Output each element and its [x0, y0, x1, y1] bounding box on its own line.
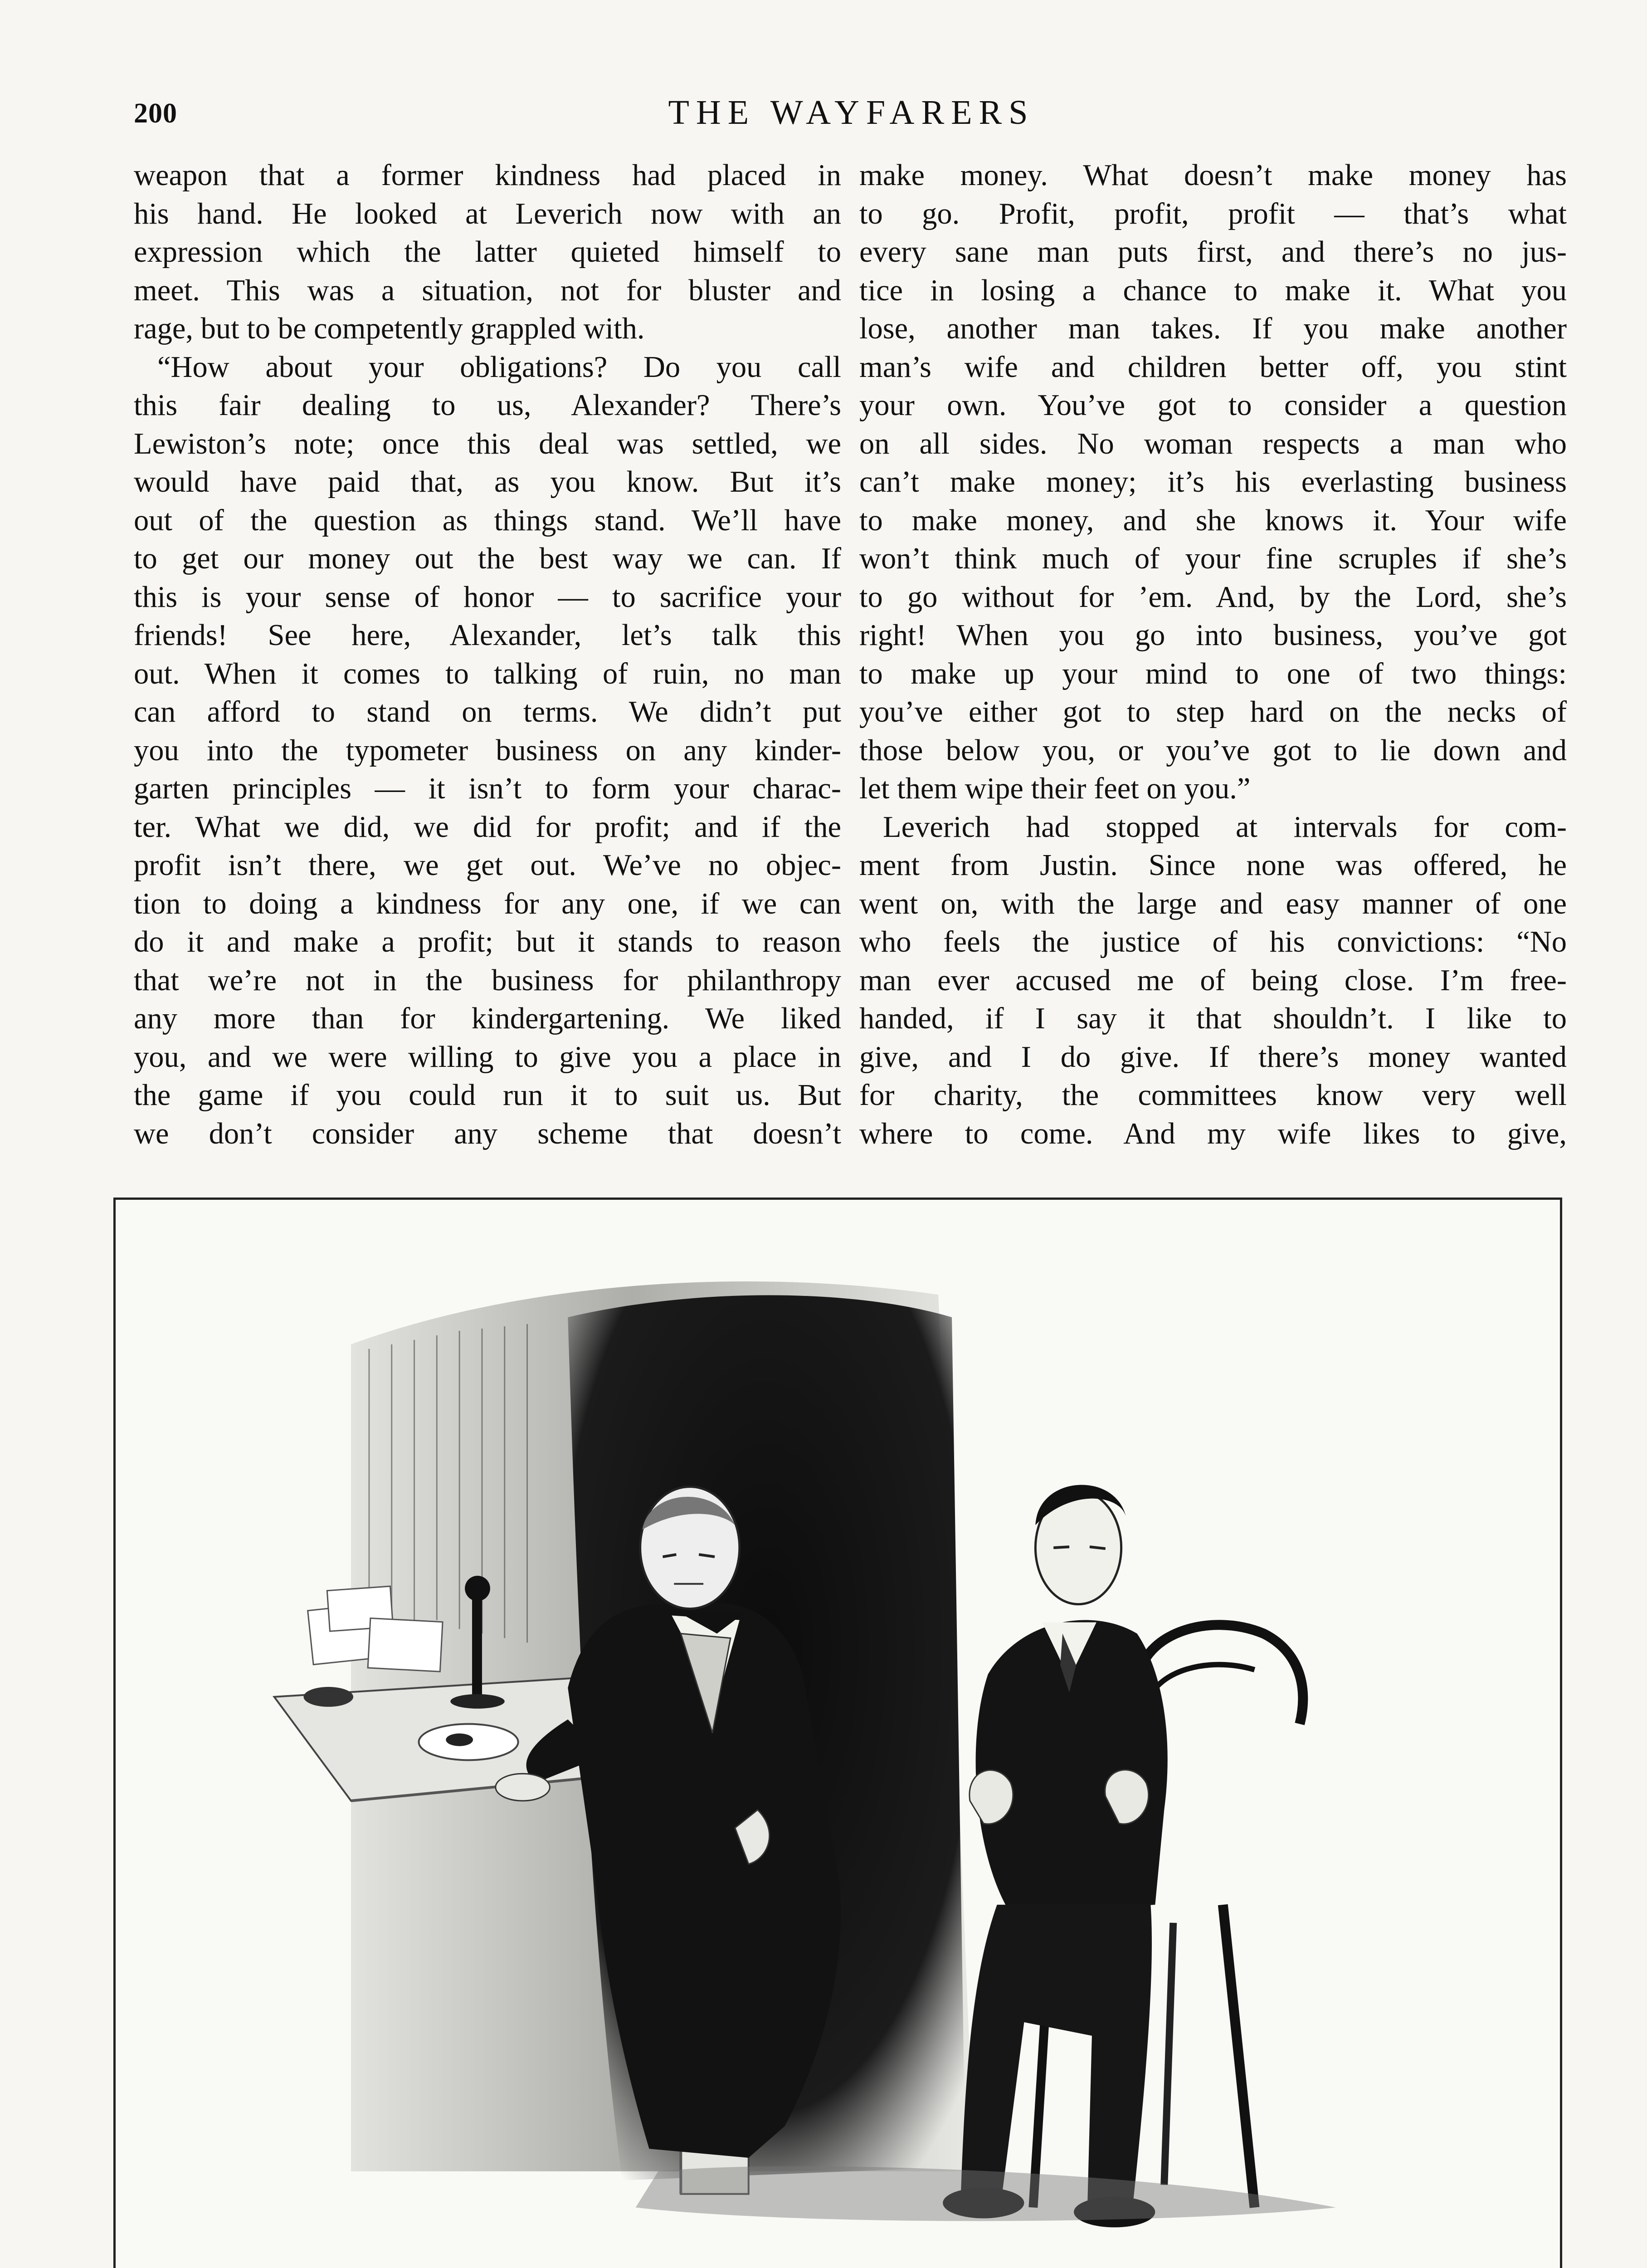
- text-line: can’t make money; it’s his everlasting business: [859, 465, 1567, 499]
- text-line: you’ve either got to step hard on the necks of: [859, 695, 1567, 728]
- text-line: to go without for ’em. And, by the Lord, she’s: [859, 580, 1567, 614]
- text-line: to make money, and she knows it. Your wife: [859, 503, 1567, 537]
- illustration-drawing: [116, 1200, 1560, 2268]
- illustration-plate: [113, 1198, 1562, 2268]
- left-text-column: [134, 156, 841, 1179]
- running-title: THE WAYFARERS: [668, 93, 1035, 132]
- text-line: for charity, the committees know very well: [859, 1079, 1567, 1112]
- text-line: won’t think much of your fine scruples if she’s: [859, 542, 1567, 575]
- text-line: expression which the latter quieted himself to: [134, 235, 841, 269]
- text-line: went on, with the large and easy manner of one: [859, 887, 1567, 920]
- text-line: who feels the justice of his convictions: “No: [859, 925, 1567, 958]
- text-line: every sane man puts first, and there’s no jus-: [859, 235, 1567, 269]
- text-line: the game if you could run it to suit us. But: [134, 1079, 841, 1112]
- text-line: do it and make a profit; but it stands to reason: [134, 925, 841, 958]
- text-line: your own. You’ve got to consider a question: [859, 389, 1567, 422]
- page-number: 200: [134, 98, 177, 129]
- text-line: those below you, or you’ve got to lie down and: [859, 733, 1567, 767]
- text-line: ment from Justin. Since none was offered, he: [859, 849, 1567, 882]
- text-line: on all sides. No woman respects a man who: [859, 427, 1567, 460]
- text-line: let them wipe their feet on you.”: [859, 772, 1251, 805]
- text-line: man’s wife and children better off, you stint: [859, 350, 1567, 384]
- text-line: man ever accused me of being close. I’m free-: [859, 963, 1567, 997]
- text-line: garten principles — it isn’t to form your charac-: [134, 772, 841, 805]
- text-line: make money. What doesn’t make money has: [859, 159, 1567, 192]
- text-line: can afford to stand on terms. We didn’t put: [134, 695, 841, 728]
- text-line: meet. This was a situation, not for bluster and: [134, 274, 841, 307]
- text-line: give, and I do give. If there’s money wanted: [859, 1040, 1567, 1074]
- text-line: to get our money out the best way we can. If: [134, 542, 841, 575]
- text-line: handed, if I say it that shouldn’t. I like to: [859, 1002, 1567, 1035]
- text-line: to make up your mind to one of two things:: [859, 657, 1567, 690]
- text-line: right! When you go into business, you’ve got: [859, 619, 1567, 652]
- text-line: any more than for kindergartening. We liked: [134, 1002, 841, 1035]
- text-line: his hand. He looked at Leverich now with an: [134, 197, 841, 230]
- text-line: tion to doing a kindness for any one, if we can: [134, 887, 841, 920]
- text-line: you into the typometer business on any kinder-: [134, 733, 841, 767]
- text-line: we don’t consider any scheme that doesn’t: [134, 1117, 841, 1150]
- running-head: [134, 93, 1569, 143]
- text-line: tice in losing a chance to make it. What you: [859, 274, 1567, 307]
- floor-shadow: [636, 2166, 1336, 2221]
- seated-younger-man: [943, 1485, 1168, 2227]
- text-line: you, and we were willing to give you a place in: [134, 1040, 841, 1074]
- text-line: out of the question as things stand. We’ll have: [134, 503, 841, 537]
- text-line: where to come. And my wife likes to give,: [859, 1117, 1567, 1150]
- text-line: Lewiston’s note; once this deal was settled, we: [134, 427, 841, 460]
- text-line: rage, but to be competently grappled with.: [134, 312, 645, 345]
- text-line: would have paid that, as you know. But it’s: [134, 465, 841, 499]
- right-text-column: [859, 156, 1567, 1179]
- text-line: this is your sense of honor — to sacrifice your: [134, 580, 841, 614]
- text-line: out. When it comes to talking of ruin, no man: [134, 657, 841, 690]
- text-line: weapon that a former kindness had placed in: [134, 159, 841, 192]
- text-line: “How about your obligations? Do you call: [157, 350, 841, 384]
- text-line: ter. What we did, we did for profit; and if the: [134, 810, 841, 844]
- text-line: lose, another man takes. If you make another: [859, 312, 1567, 345]
- text-line: friends! See here, Alexander, let’s talk this: [134, 619, 841, 652]
- text-line: this fair dealing to us, Alexander? There’s: [134, 389, 841, 422]
- text-line: to go. Profit, profit, profit — that’s what: [859, 197, 1567, 230]
- text-line: that we’re not in the business for philanthropy: [134, 963, 841, 997]
- text-line: Leverich had stopped at intervals for com-: [883, 810, 1567, 844]
- text-line: profit isn’t there, we get out. We’ve no objec-: [134, 849, 841, 882]
